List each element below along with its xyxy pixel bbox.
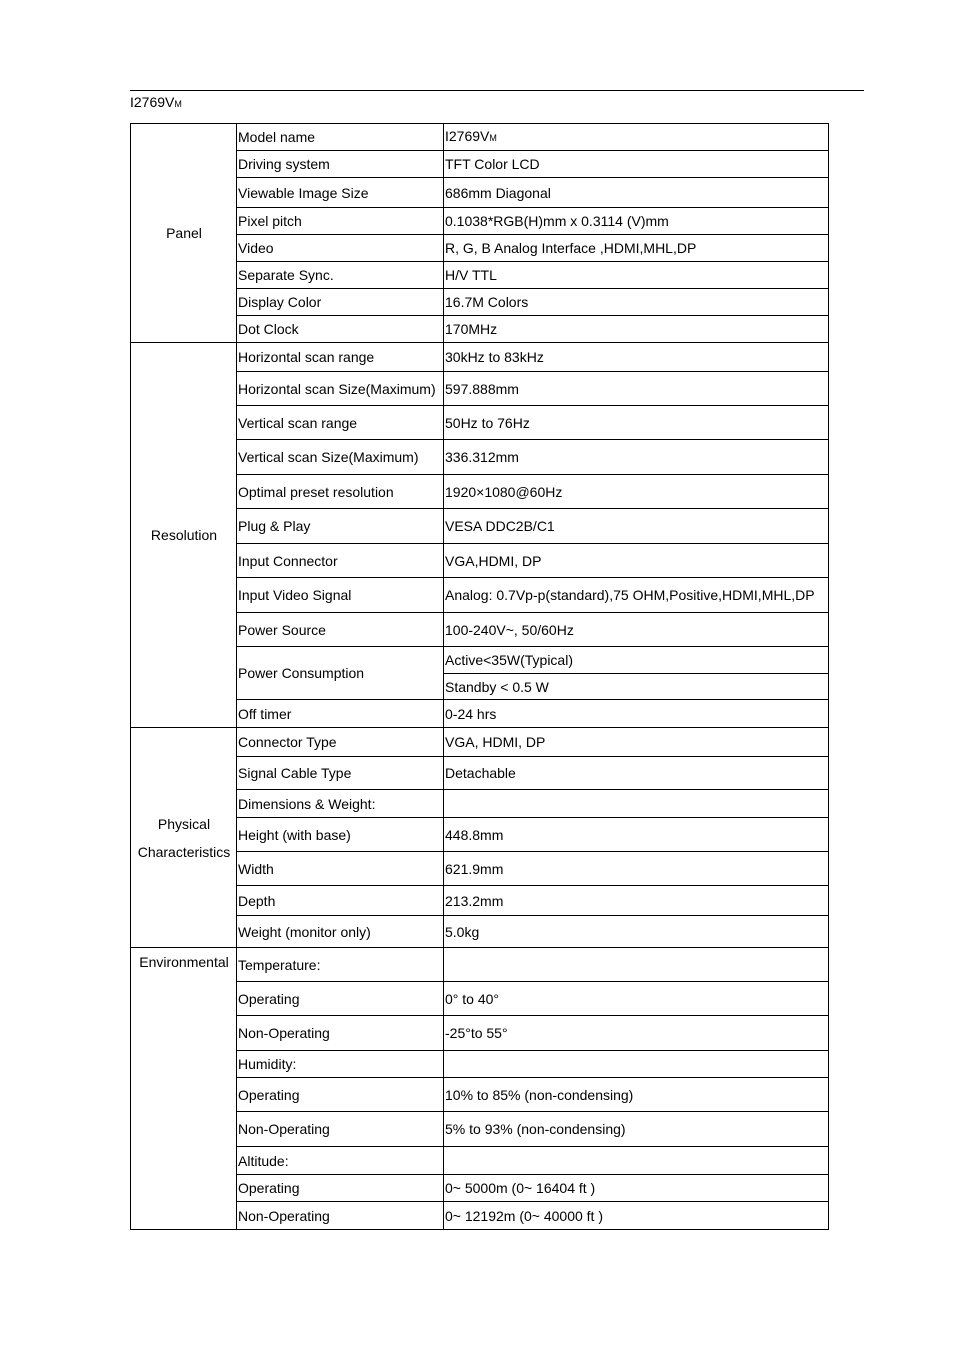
spec-value: Detachable bbox=[444, 757, 829, 790]
spec-value: R, G, B Analog Interface ,HDMI,MHL,DP bbox=[444, 235, 829, 262]
header-rule bbox=[130, 90, 864, 91]
spec-value: 686mm Diagonal bbox=[444, 178, 829, 208]
table-row bbox=[131, 728, 829, 757]
spec-label: Depth bbox=[237, 886, 444, 916]
spec-label: Humidity: bbox=[237, 1051, 444, 1078]
table-row bbox=[131, 124, 829, 151]
spec-value: 50Hz to 76Hz bbox=[444, 406, 829, 440]
spec-label: Video bbox=[237, 235, 444, 262]
spec-value-empty bbox=[444, 1147, 829, 1175]
spec-value-empty bbox=[444, 948, 829, 982]
spec-value: 16.7M Colors bbox=[444, 289, 829, 316]
spec-label: Input Video Signal bbox=[237, 578, 444, 613]
spec-value: VGA,HDMI, DP bbox=[444, 544, 829, 578]
spec-label: Operating bbox=[237, 1078, 444, 1112]
category-physical-line2: Characteristics bbox=[137, 843, 231, 860]
spec-value: 0~ 5000m (0~ 16404 ft ) bbox=[444, 1175, 829, 1202]
spec-label: Vertical scan Size(Maximum) bbox=[237, 440, 444, 475]
spec-value bbox=[444, 124, 829, 151]
spec-value: 0° to 40° bbox=[444, 982, 829, 1016]
spec-value: 10% to 85% (non-condensing) bbox=[444, 1078, 829, 1112]
spec-value: 170MHz bbox=[444, 316, 829, 343]
spec-label: Driving system bbox=[237, 151, 444, 178]
spec-label: Model name bbox=[237, 124, 444, 151]
spec-label: Power Source bbox=[237, 613, 444, 647]
spec-label: Display Color bbox=[237, 289, 444, 316]
spec-label: Plug & Play bbox=[237, 509, 444, 544]
model-name-main: I2769V bbox=[445, 128, 490, 144]
spec-label: Viewable Image Size bbox=[237, 178, 444, 208]
spec-label: Off timer bbox=[237, 700, 444, 728]
spec-value: TFT Color LCD bbox=[444, 151, 829, 178]
spec-value: 448.8mm bbox=[444, 818, 829, 852]
spec-label: Height (with base) bbox=[237, 818, 444, 852]
spec-label: Non-Operating bbox=[237, 1112, 444, 1147]
spec-label: Non-Operating bbox=[237, 1202, 444, 1230]
spec-label: Separate Sync. bbox=[237, 262, 444, 289]
table-row bbox=[131, 948, 829, 982]
spec-label: Connector Type bbox=[237, 728, 444, 757]
header-model-main: I2769V bbox=[130, 94, 175, 110]
category-panel: Panel bbox=[131, 124, 237, 343]
spec-value: Analog: 0.7Vp-p(standard),75 OHM,Positive,HDMI,MHL,DP bbox=[444, 578, 829, 613]
spec-label: Weight (monitor only) bbox=[237, 916, 444, 948]
spec-label: Input Connector bbox=[237, 544, 444, 578]
spec-table bbox=[130, 123, 829, 1230]
spec-value: Standby < 0.5 W bbox=[444, 674, 829, 700]
spec-value: -25°to 55° bbox=[444, 1016, 829, 1051]
spec-label: Temperature: bbox=[237, 948, 444, 982]
spec-value: 5% to 93% (non-condensing) bbox=[444, 1112, 829, 1147]
spec-label: Dot Clock bbox=[237, 316, 444, 343]
spec-value: 0~ 12192m (0~ 40000 ft ) bbox=[444, 1202, 829, 1230]
spec-label: Operating bbox=[237, 982, 444, 1016]
spec-value: 100-240V~, 50/60Hz bbox=[444, 613, 829, 647]
spec-label: Vertical scan range bbox=[237, 406, 444, 440]
category-physical-line1: Physical bbox=[157, 815, 211, 832]
spec-value: 30kHz to 83kHz bbox=[444, 343, 829, 372]
spec-label: Pixel pitch bbox=[237, 208, 444, 235]
page-header-model bbox=[130, 94, 182, 112]
spec-label: Dimensions & Weight: bbox=[237, 790, 444, 818]
table-row bbox=[131, 343, 829, 372]
spec-value-empty bbox=[444, 790, 829, 818]
spec-value: VGA, HDMI, DP bbox=[444, 728, 829, 757]
spec-label: Horizontal scan Size(Maximum) bbox=[237, 372, 444, 406]
spec-label: Non-Operating bbox=[237, 1016, 444, 1051]
spec-value: 597.888mm bbox=[444, 372, 829, 406]
spec-value: 1920×1080@60Hz bbox=[444, 475, 829, 509]
spec-value: Active<35W(Typical) bbox=[444, 647, 829, 674]
model-name-sub: M bbox=[489, 133, 497, 143]
spec-value: 5.0kg bbox=[444, 916, 829, 948]
spec-value-empty bbox=[444, 1051, 829, 1078]
spec-value: 213.2mm bbox=[444, 886, 829, 916]
spec-label: Optimal preset resolution bbox=[237, 475, 444, 509]
spec-label: Signal Cable Type bbox=[237, 757, 444, 790]
spec-label: Altitude: bbox=[237, 1147, 444, 1175]
header-model-sub: M bbox=[174, 99, 182, 109]
spec-value: 621.9mm bbox=[444, 852, 829, 886]
spec-label: Operating bbox=[237, 1175, 444, 1202]
category-resolution: Resolution bbox=[131, 343, 237, 728]
spec-value: H/V TTL bbox=[444, 262, 829, 289]
category-environmental: Environmental bbox=[131, 948, 237, 1230]
spec-label: Width bbox=[237, 852, 444, 886]
spec-value: 336.312mm bbox=[444, 440, 829, 475]
spec-label: Power Consumption bbox=[237, 647, 444, 700]
spec-label: Horizontal scan range bbox=[237, 343, 444, 372]
category-physical bbox=[131, 728, 237, 948]
spec-value: 0.1038*RGB(H)mm x 0.3114 (V)mm bbox=[444, 208, 829, 235]
spec-value: VESA DDC2B/C1 bbox=[444, 509, 829, 544]
spec-value: 0-24 hrs bbox=[444, 700, 829, 728]
